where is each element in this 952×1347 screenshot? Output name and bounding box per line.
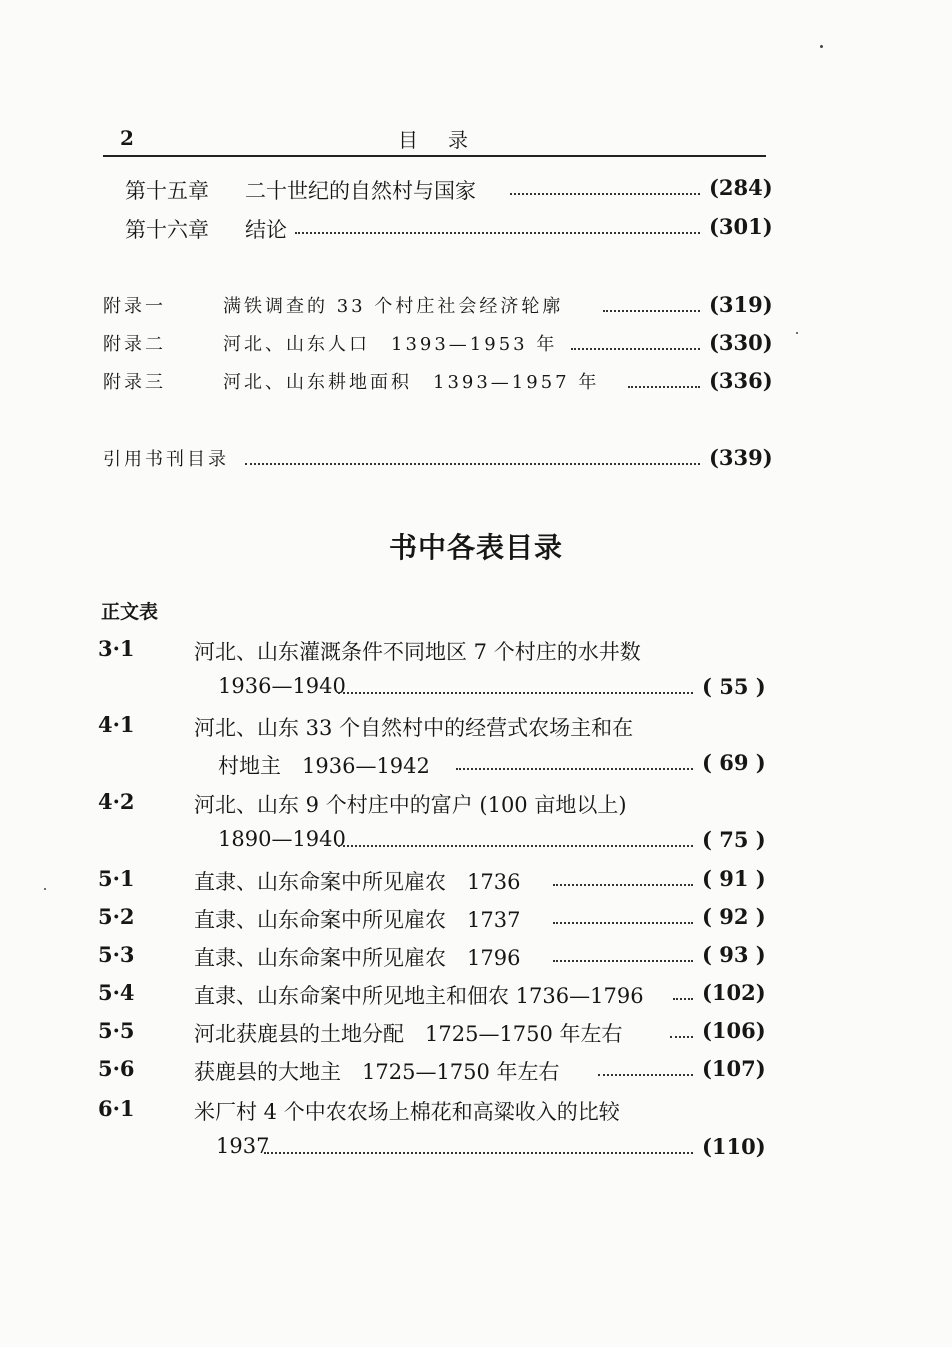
appendix-title: 满铁调查的 33 个村庄社会经济轮廓 <box>223 296 564 317</box>
dot-leader <box>338 821 693 847</box>
dot-leader <box>264 1128 693 1154</box>
table-title: 河北获鹿县的土地分配 1725—1750 年左右 <box>194 1022 623 1046</box>
table-title: 直隶、山东命案中所见雇农 1737 <box>194 908 521 932</box>
dot-leader <box>628 362 700 388</box>
appendix-page: (336) <box>709 368 773 393</box>
appendix-title: 河北、山东人口 1393—1953 年 <box>223 334 558 355</box>
table-title: 获鹿县的大地主 1725—1750 年左右 <box>194 1060 560 1084</box>
table-title: 河北、山东 33 个自然村中的经营式农场主和在 <box>194 716 634 740</box>
table-title: 直隶、山东命案中所见雇农 1796 <box>194 946 521 970</box>
appendix-page: (319) <box>709 292 773 317</box>
chapter-title: 结论 <box>245 218 287 242</box>
running-header-title: 目录 <box>398 128 498 152</box>
dot-leader <box>295 208 700 234</box>
table-number: 3·1 <box>98 636 135 661</box>
scan-speck <box>796 332 798 334</box>
table-number: 5·1 <box>98 866 135 891</box>
toc-entry-bibliography[interactable] <box>103 445 773 475</box>
tables-list-heading: 书中各表目录 <box>388 531 563 564</box>
table-title-continued: 村地主 1936—1942 <box>218 754 430 778</box>
appendix-page: (330) <box>709 330 773 355</box>
table-title: 直隶、山东命案中所见地主和佃农 1736—1796 <box>194 984 644 1008</box>
table-page: ( 69 ) <box>702 750 766 775</box>
table-page: ( 55 ) <box>702 674 766 699</box>
toc-entry-appendix-3[interactable] <box>103 368 773 398</box>
dot-leader <box>571 324 700 350</box>
table-page: (102) <box>702 980 766 1005</box>
table-title-continued: 1936—1940 <box>218 674 346 698</box>
dot-leader <box>603 286 700 312</box>
table-entry-4-2[interactable] <box>98 789 770 859</box>
table-number: 5·6 <box>98 1056 135 1081</box>
toc-entry-appendix-2[interactable] <box>103 330 773 360</box>
table-entry-5-5[interactable] <box>98 1018 770 1048</box>
dot-leader <box>245 439 700 465</box>
scan-speck <box>44 888 46 890</box>
appendix-label: 附录一 <box>103 296 166 317</box>
appendix-label: 附录二 <box>103 334 166 355</box>
table-number: 5·4 <box>98 980 135 1005</box>
table-page: (106) <box>702 1018 766 1043</box>
header-rule <box>103 155 766 157</box>
table-entry-5-3[interactable] <box>98 942 770 972</box>
table-title-continued: 1937 <box>216 1134 270 1158</box>
chapter-label: 第十六章 <box>125 218 209 242</box>
dot-leader <box>553 860 693 886</box>
chapter-page: (301) <box>709 214 773 239</box>
table-entry-3-1[interactable] <box>98 636 770 706</box>
dot-leader <box>510 169 700 195</box>
table-title-continued: 1890—1940 <box>218 827 346 851</box>
table-entry-5-1[interactable] <box>98 866 770 896</box>
chapter-label: 第十五章 <box>125 179 209 203</box>
dot-leader <box>598 1050 693 1076</box>
table-page: ( 91 ) <box>702 866 766 891</box>
bibliography-page: (339) <box>709 445 773 470</box>
toc-entry-chapter-15[interactable] <box>125 175 773 205</box>
bibliography-title: 引用书刊目录 <box>103 449 229 470</box>
dot-leader <box>553 898 693 924</box>
table-number: 4·1 <box>98 712 135 737</box>
table-entry-5-4[interactable] <box>98 980 770 1010</box>
table-entry-5-2[interactable] <box>98 904 770 934</box>
table-number: 6·1 <box>98 1096 135 1121</box>
appendix-label: 附录三 <box>103 372 166 393</box>
table-entry-5-6[interactable] <box>98 1056 770 1086</box>
table-title: 直隶、山东命案中所见雇农 1736 <box>194 870 521 894</box>
dot-leader <box>670 1012 693 1038</box>
table-number: 4·2 <box>98 789 135 814</box>
table-title: 米厂村 4 个中农农场上棉花和高粱收入的比较 <box>194 1100 620 1124</box>
toc-entry-chapter-16[interactable] <box>125 214 773 244</box>
section-label: 正文表 <box>101 601 159 623</box>
table-number: 5·3 <box>98 942 135 967</box>
appendix-title: 河北、山东耕地面积 1393—1957 年 <box>223 372 600 393</box>
page-number: 2 <box>120 126 134 150</box>
dot-leader <box>673 974 693 1000</box>
dot-leader <box>553 936 693 962</box>
table-page: ( 93 ) <box>702 942 766 967</box>
table-page: (110) <box>702 1134 766 1159</box>
table-number: 5·2 <box>98 904 135 929</box>
toc-entry-appendix-1[interactable] <box>103 292 773 322</box>
table-page: (107) <box>702 1056 766 1081</box>
dot-leader <box>338 668 693 694</box>
table-page: ( 92 ) <box>702 904 766 929</box>
chapter-page: (284) <box>709 175 773 200</box>
table-title: 河北、山东灌溉条件不同地区 7 个村庄的水井数 <box>194 640 641 664</box>
table-title: 河北、山东 9 个村庄中的富户 (100 亩地以上) <box>194 793 627 817</box>
table-entry-6-1[interactable] <box>98 1096 770 1166</box>
table-number: 5·5 <box>98 1018 135 1043</box>
scan-speck <box>820 45 823 48</box>
table-entry-4-1[interactable] <box>98 712 770 782</box>
table-page: ( 75 ) <box>702 827 766 852</box>
chapter-title: 二十世纪的自然村与国家 <box>245 179 476 203</box>
dot-leader <box>456 744 693 770</box>
